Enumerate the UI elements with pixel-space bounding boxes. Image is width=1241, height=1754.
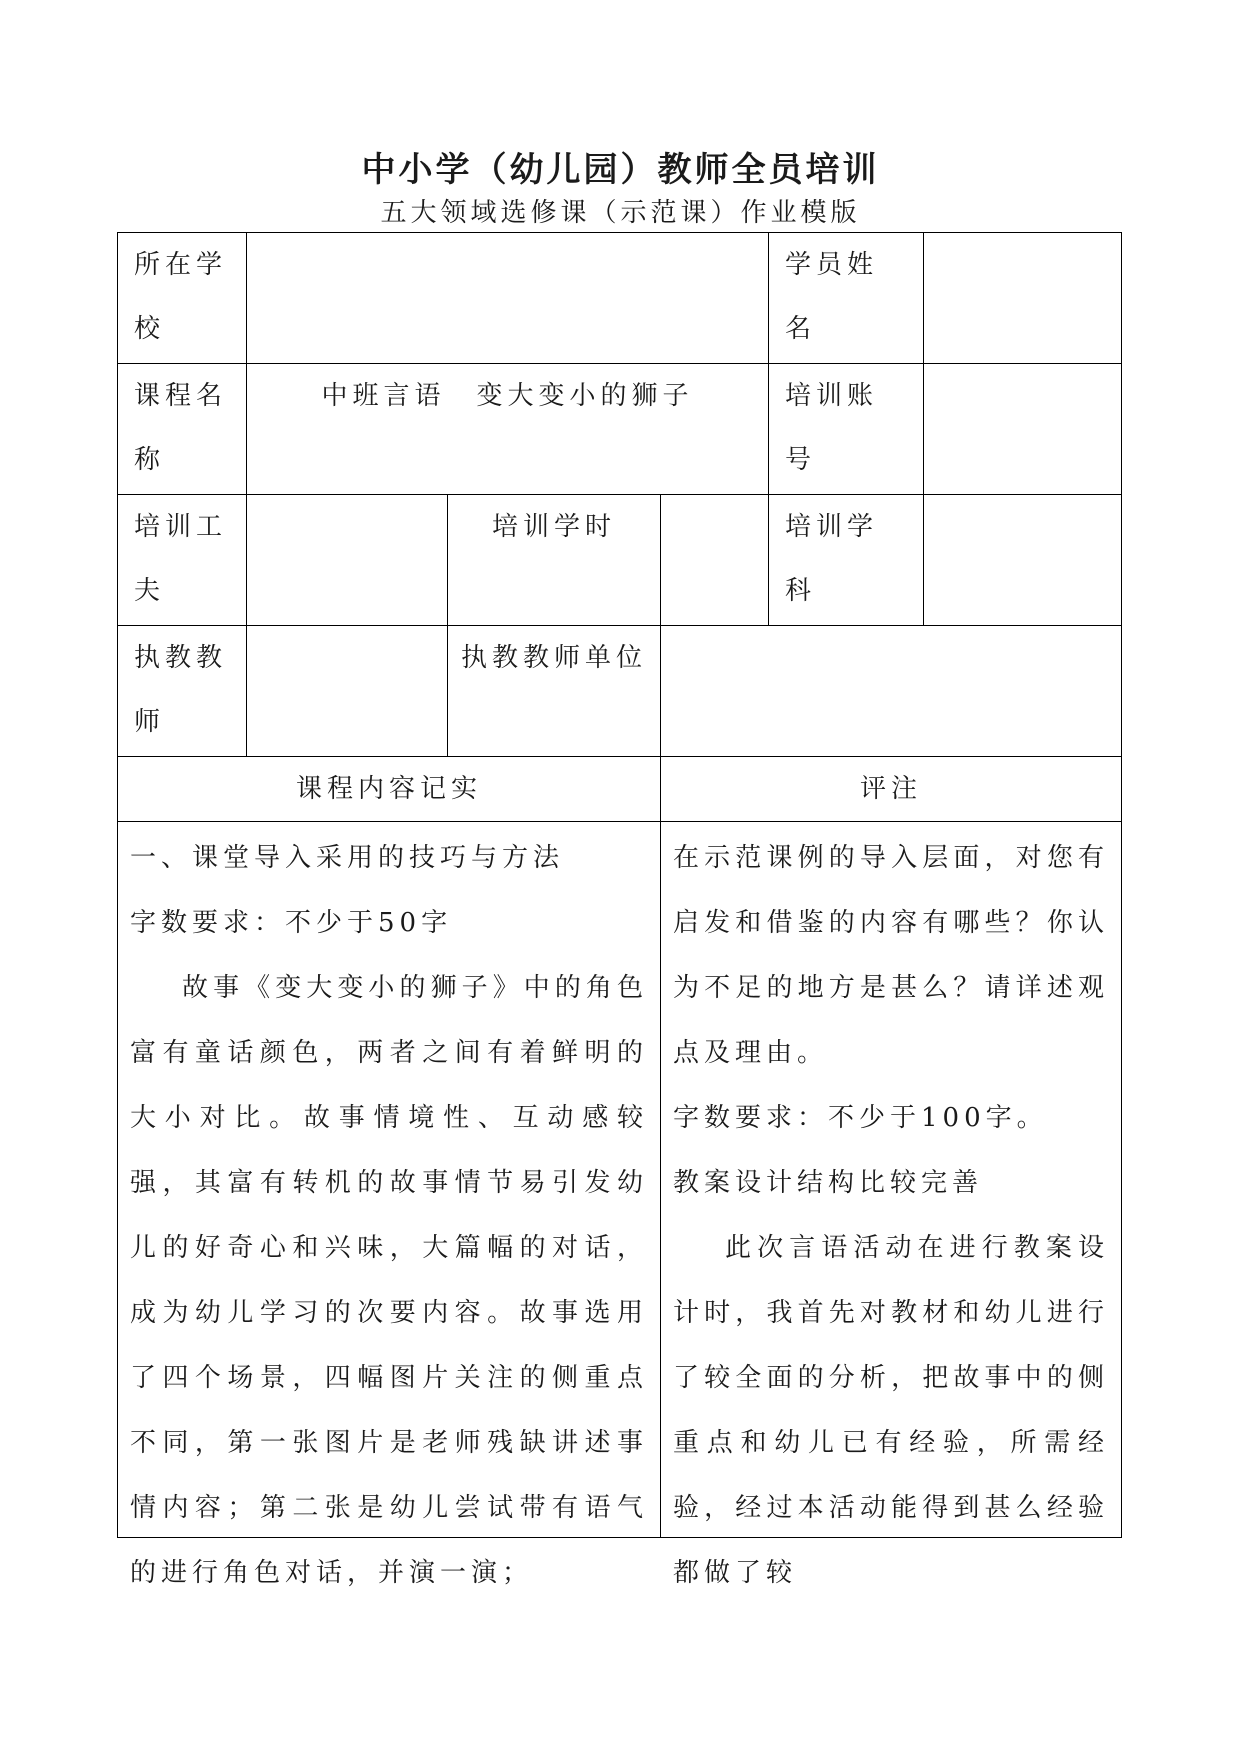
subject-label: 培训学科 [768,494,924,626]
left-requirement: 字数要求：不少于50字 [130,908,453,938]
record-header-right: 评注 [660,756,1122,822]
right-prompt: 在示范课例的导入层面，对您有启发和借鉴的内容有哪些？你认为不足的地方是甚么？请详述观点及理由。 [673,843,1109,1068]
student-name-field[interactable] [923,232,1122,364]
training-hours-label: 培训学时 [447,494,661,626]
account-field[interactable] [923,363,1122,495]
teacher-label: 执教教师 [117,625,247,757]
right-subheading: 教案设计结构比较完善 [673,1168,984,1198]
student-name-label: 学员姓名 [768,232,924,364]
right-body: 此次言语活动在进行教案设计时，我首先对教材和幼儿进行了较全面的分析，把故事中的侧重点和幼儿已有经验，所需经验，经过本活动能得到甚么经验都做了较 [673,1233,1109,1588]
course-name-label: 课程名称 [117,363,247,495]
training-time-label: 培训工夫 [117,494,247,626]
record-content-right [660,821,1122,1588]
left-heading: 一、课堂导入采用的技巧与方法 [130,843,565,873]
subject-field[interactable] [923,494,1122,626]
account-label: 培训账号 [768,363,924,495]
left-body: 故事《变大变小的狮子》中的角色富有童话颜色，两者之间有着鲜明的大小对比。故事情境性、互动感较强，其富有转机的故事情节易引发幼儿的好奇心和兴味，大篇幅的对话，成为幼儿学习的次要内容。故事选用了四个场景，四幅图片关注的侧重点不同，第一张图片是老师残缺讲述事情内容；第二张是幼儿尝试带有语气的进行角色对话，并演一演； [130,973,648,1588]
school-field[interactable] [246,232,769,364]
school-label: 所在学校 [117,232,247,364]
teacher-unit-field[interactable] [660,625,1122,757]
training-time-field[interactable] [246,494,448,626]
training-hours-field[interactable] [660,494,769,626]
course-name-field[interactable]: 中班言语 变大变小的狮子 [246,363,769,495]
right-requirement: 字数要求：不少于100字。 [673,1103,1048,1133]
training-form [117,232,1122,1588]
page-subtitle: 五大领域选修课（示范课）作业模版 [380,198,861,228]
teacher-unit-label: 执教教师单位 [447,625,661,757]
page-title: 中小学（幼儿园）教师全员培训 [361,150,880,190]
record-header-left: 课程内容记实 [117,756,661,822]
record-content-left [117,821,661,1588]
teacher-field[interactable] [246,625,448,757]
